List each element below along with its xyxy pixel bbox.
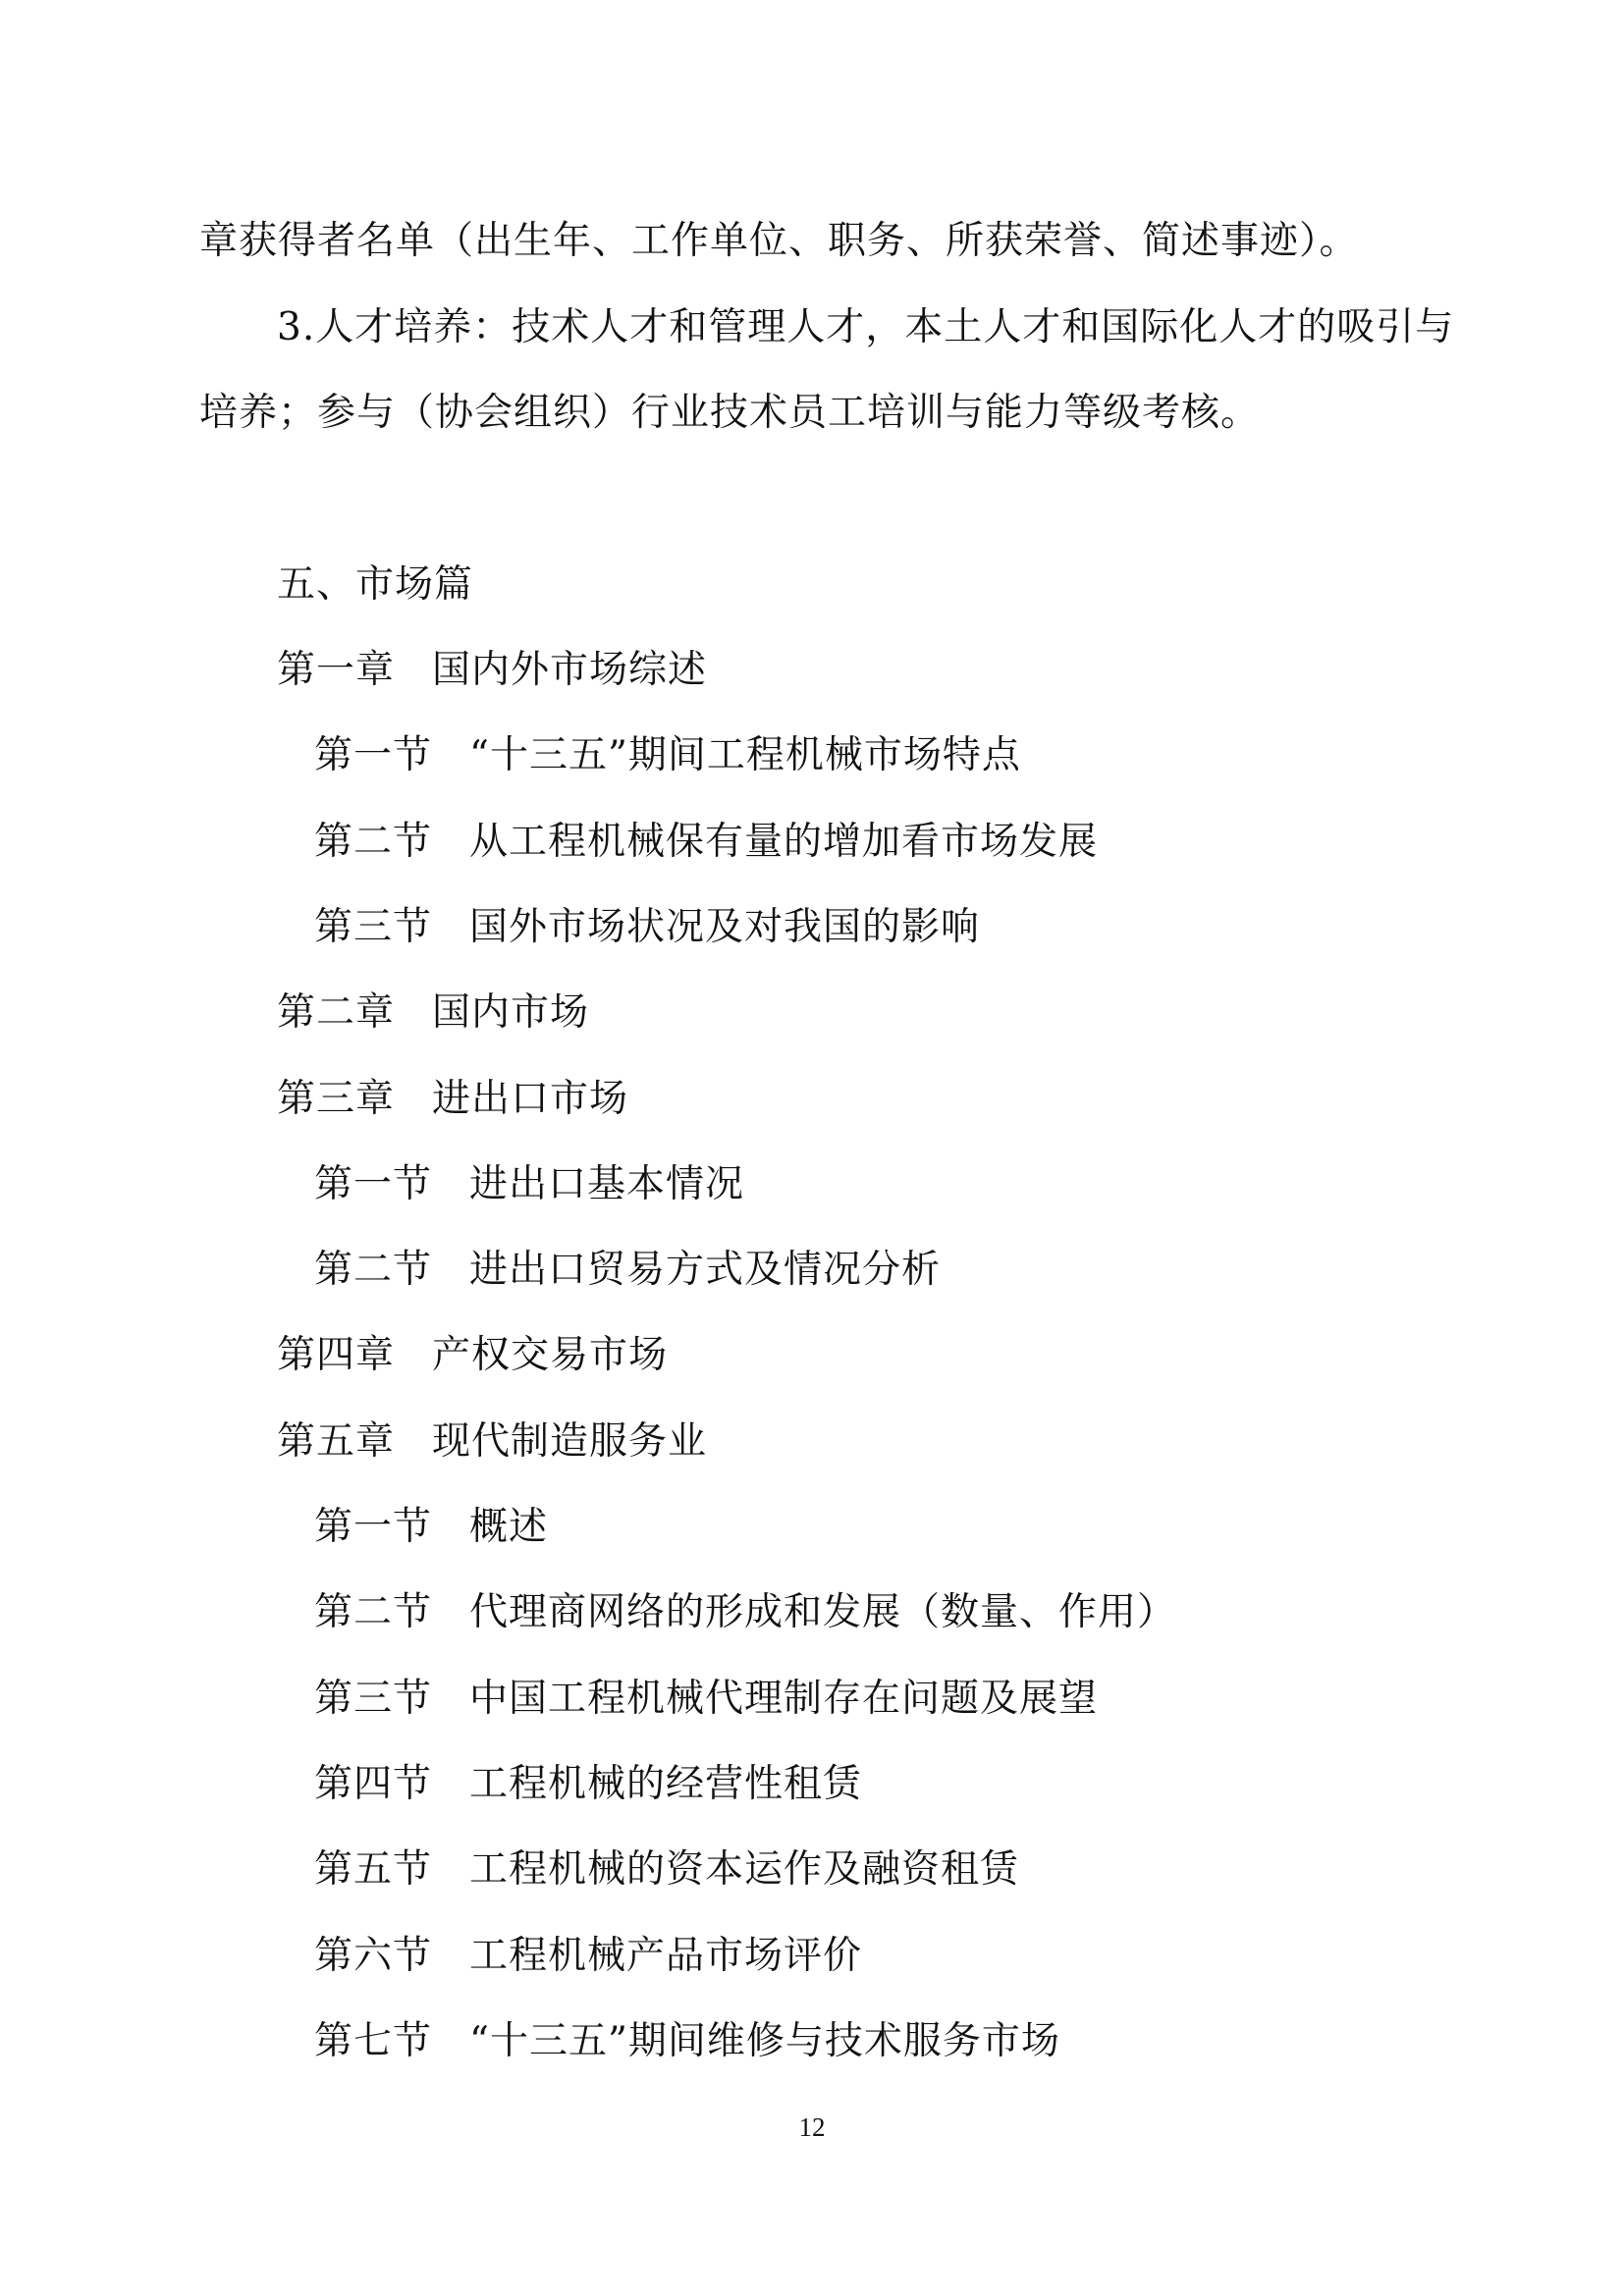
toc-section-entry — [314, 1762, 863, 1806]
toc-entry-title: 国外市场状况及对我国的影响 — [469, 905, 981, 949]
toc-entry-title: 工程机械的资本运作及融资租赁 — [469, 1847, 1020, 1892]
toc-entry-label: 第七节 — [314, 2019, 433, 2063]
toc-section-entry — [314, 905, 981, 949]
toc-entry-label: 第一节 — [314, 1505, 433, 1549]
toc-entry-title: “十三五”期间维修与技术服务市场 — [469, 2019, 1060, 2063]
toc-entry-title: 产权交易市场 — [432, 1333, 669, 1377]
toc-entry-title: 概述 — [469, 1505, 549, 1549]
toc-entry-label: 第四章 — [277, 1333, 396, 1377]
toc-section-entry — [314, 1590, 1177, 1634]
paragraph-line-3: 培养；参与（协会组织）行业技术员工培训与能力等级考核。 — [199, 391, 1261, 435]
toc-entry-title: 中国工程机械代理制存在问题及展望 — [469, 1677, 1099, 1721]
toc-entry-label: 第二节 — [314, 1248, 433, 1292]
toc-entry-title: 国内外市场综述 — [432, 648, 708, 692]
toc-section-entry — [314, 1934, 863, 1978]
toc-section-entry — [314, 2019, 1060, 2063]
toc-section-entry — [314, 1847, 1020, 1892]
toc-chapter-entry — [277, 1419, 708, 1464]
toc-entry-label: 第五节 — [314, 1847, 433, 1892]
toc-entry-title: 进出口市场 — [432, 1077, 629, 1121]
toc-entry-label: 第二节 — [314, 1590, 433, 1634]
toc-entry-title: 工程机械产品市场评价 — [469, 1934, 863, 1978]
toc-entry-label: 第三节 — [314, 905, 433, 949]
paragraph-line-2: 3.人才培养：技术人才和管理人才，本土人才和国际化人才的吸引与 — [277, 305, 1455, 349]
toc-entry-label: 第二节 — [314, 820, 433, 864]
toc-entry-label: 第一节 — [314, 733, 433, 777]
toc-entry-title: 国内市场 — [432, 990, 590, 1035]
toc-entry-label: 第三章 — [277, 1077, 396, 1121]
toc-entry-label: 第四节 — [314, 1762, 433, 1806]
toc-entry-label: 第一章 — [277, 648, 396, 692]
toc-entry-label: 第六节 — [314, 1934, 433, 1978]
part-heading: 五、市场篇 — [277, 562, 474, 607]
toc-entry-label: 第二章 — [277, 990, 396, 1035]
toc-entry-label: 第五章 — [277, 1419, 396, 1464]
toc-entry-label: 第三节 — [314, 1677, 433, 1721]
toc-section-entry — [314, 1505, 549, 1549]
toc-entry-title: “十三五”期间工程机械市场特点 — [469, 733, 1021, 777]
toc-section-entry — [314, 1677, 1099, 1721]
toc-entry-title: 进出口贸易方式及情况分析 — [469, 1248, 942, 1292]
toc-entry-title: 代理商网络的形成和发展（数量、作用） — [469, 1590, 1177, 1634]
toc-section-entry — [314, 733, 1021, 777]
toc-chapter-entry — [277, 1333, 669, 1377]
toc-section-entry — [314, 1162, 745, 1206]
toc-chapter-entry — [277, 648, 708, 692]
page-number: 12 — [798, 2112, 826, 2142]
toc-entry-title: 现代制造服务业 — [432, 1419, 708, 1464]
toc-section-entry — [314, 820, 1099, 864]
toc-section-entry — [314, 1248, 942, 1292]
toc-entry-title: 工程机械的经营性租赁 — [469, 1762, 863, 1806]
toc-entry-label: 第一节 — [314, 1162, 433, 1206]
toc-chapter-entry — [277, 990, 590, 1035]
toc-entry-title: 从工程机械保有量的增加看市场发展 — [469, 820, 1099, 864]
paragraph-line-1: 章获得者名单（出生年、工作单位、职务、所获荣誉、简述事迹）。 — [199, 219, 1359, 263]
toc-entry-title: 进出口基本情况 — [469, 1162, 745, 1206]
toc-chapter-entry — [277, 1077, 629, 1121]
